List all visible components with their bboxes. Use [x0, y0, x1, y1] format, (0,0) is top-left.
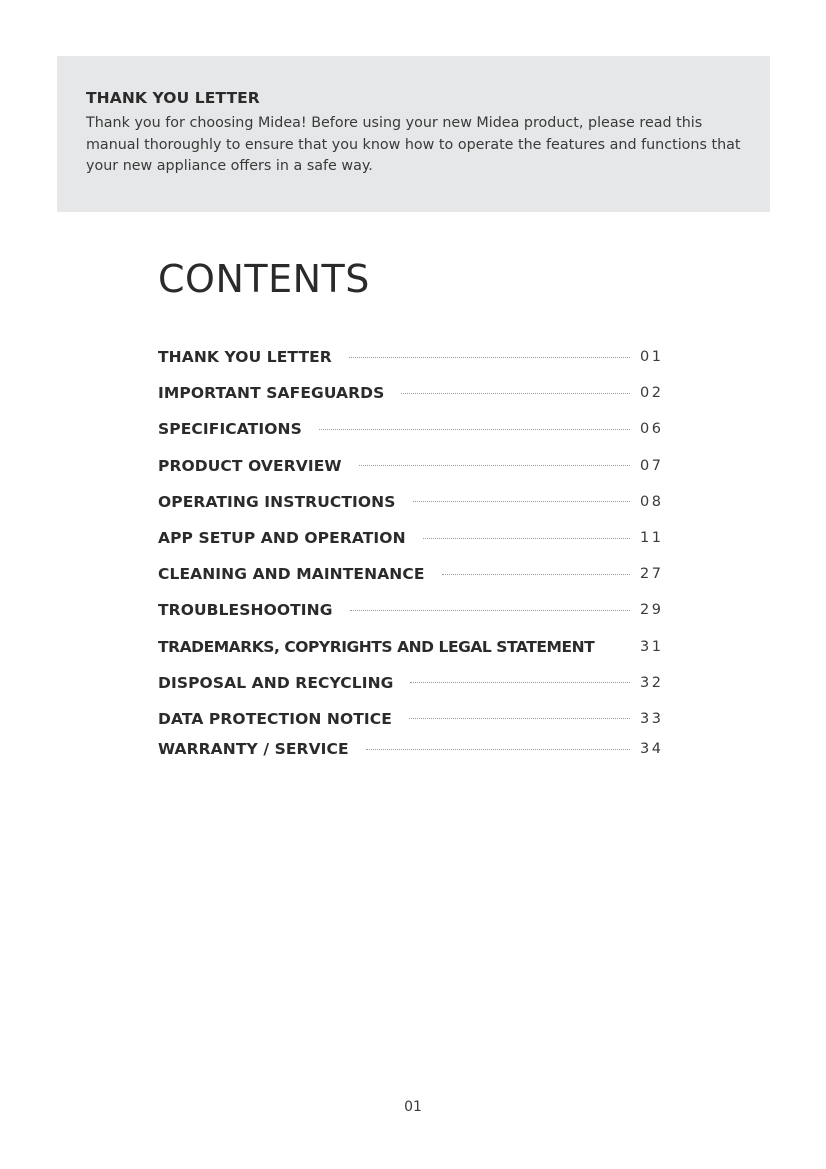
thank-you-letter-body: Thank you for choosing Midea! Before using your new Midea product, please read this manual thoroughly to ensure that you know how to operate the features and functions that your new appliance offers in a safe way.: [86, 115, 741, 174]
toc-dot-leader: [410, 682, 630, 683]
table-of-contents: [158, 339, 666, 764]
toc-entry-app-setup-and-operation[interactable]: [158, 520, 666, 556]
toc-entry-label: APP SETUP AND OPERATION: [158, 529, 406, 548]
toc-dot-leader: [442, 574, 630, 575]
toc-entry-label: IMPORTANT SAFEGUARDS: [158, 384, 385, 403]
toc-entry-page: 07: [640, 457, 664, 474]
toc-entry-operating-instructions[interactable]: [158, 484, 666, 520]
toc-dot-leader: [350, 610, 630, 611]
toc-entry-page: 06: [640, 421, 664, 438]
toc-entry-label: THANK YOU LETTER: [158, 348, 332, 367]
toc-entry-page: 01: [640, 349, 664, 366]
toc-dot-leader: [423, 538, 630, 539]
toc-entry-label: OPERATING INSTRUCTIONS: [158, 492, 396, 511]
toc-entry-page: 31: [640, 638, 664, 655]
toc-entry-data-protection-notice[interactable]: [158, 701, 666, 737]
toc-entry-page: 29: [640, 602, 664, 619]
toc-entry-label: DATA PROTECTION NOTICE: [158, 709, 392, 728]
toc-dot-leader: [359, 465, 630, 466]
toc-entry-disposal-and-recycling[interactable]: [158, 665, 666, 701]
thank-you-letter-title: THANK YOU LETTER: [86, 89, 260, 107]
toc-entry-page: 27: [640, 566, 664, 583]
toc-entry-label: CLEANING AND MAINTENANCE: [158, 565, 425, 584]
toc-entry-page: 11: [640, 530, 664, 547]
toc-entry-page: 32: [640, 674, 664, 691]
toc-entry-label: TROUBLESHOOTING: [158, 601, 333, 620]
toc-dot-leader: [366, 749, 630, 750]
toc-entry-page: 34: [640, 741, 664, 758]
toc-entry-warranty-service[interactable]: [158, 734, 666, 764]
toc-entry-page: 02: [640, 385, 664, 402]
toc-dot-leader: [401, 393, 630, 394]
toc-dot-leader: [413, 501, 630, 502]
toc-entry-thank-you-letter[interactable]: [158, 339, 666, 375]
toc-entry-troubleshooting[interactable]: [158, 592, 666, 628]
toc-entry-label: WARRANTY / SERVICE: [158, 740, 349, 759]
page-number: 01: [404, 1099, 422, 1115]
toc-dot-leader: [409, 718, 630, 719]
toc-entry-specifications[interactable]: [158, 411, 666, 447]
toc-entry-page: 08: [640, 493, 664, 510]
toc-entry-important-safeguards[interactable]: [158, 375, 666, 411]
toc-dot-leader: [349, 357, 630, 358]
toc-dot-leader: [319, 429, 630, 430]
toc-entry-page: 33: [640, 710, 664, 727]
toc-entry-product-overview[interactable]: [158, 448, 666, 484]
toc-entry-label: SPECIFICATIONS: [158, 420, 302, 439]
toc-entry-label: TRADEMARKS, COPYRIGHTS AND LEGAL STATEMENT: [158, 637, 595, 656]
contents-title: CONTENTS: [158, 257, 370, 301]
thank-you-letter-box: [57, 56, 770, 212]
toc-entry-cleaning-and-maintenance[interactable]: [158, 556, 666, 592]
toc-entry-trademarks-copyrights-legal[interactable]: [158, 629, 666, 665]
toc-entry-label: PRODUCT OVERVIEW: [158, 456, 342, 475]
toc-entry-label: DISPOSAL AND RECYCLING: [158, 673, 394, 692]
